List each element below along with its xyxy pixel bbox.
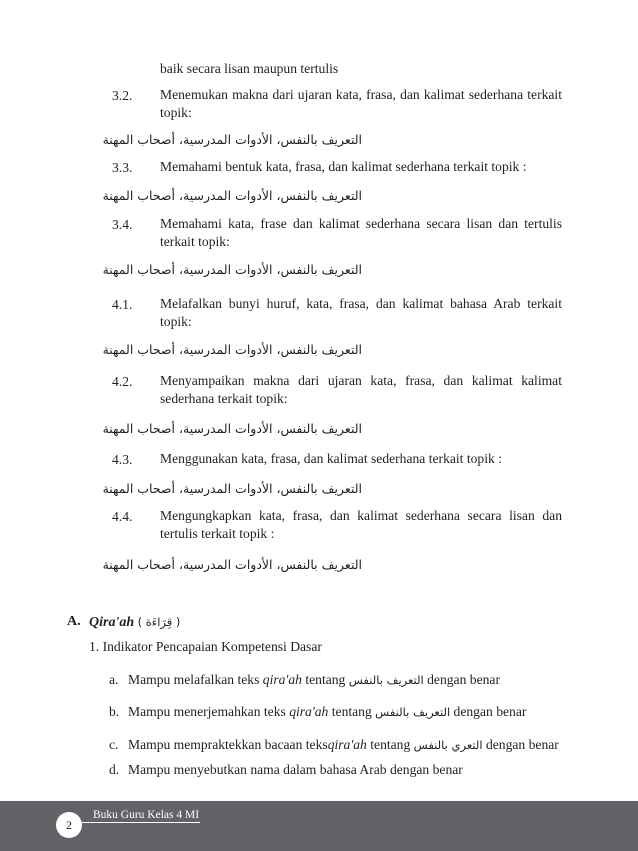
footer-title: Buku Guru Kelas 4 MI [93,809,200,821]
item-number: 4.3. [112,452,133,467]
item-number: 3.4. [112,217,133,232]
indicator-item: Mampu mempraktekkan bacaan teksqira'ah tentang التعري بالنفس dengan benar [128,737,559,752]
list-item-letter: c. [109,737,119,752]
item-text: Menggunakan kata, frasa, dan kalimat sederhana terkait topik : [160,451,502,466]
arabic-topic: التعريف بالنفس، الأدوات المدرسية، أصحاب المهنة [102,262,362,277]
item-number: 4.1. [112,297,133,312]
arabic-topic: التعريف بالنفس، الأدوات المدرسية، أصحاب المهنة [102,132,362,147]
arabic-topic: التعريف بالنفس، الأدوات المدرسية، أصحاب المهنة [102,481,362,496]
section-title: Qira'ah [89,615,135,630]
list-item-letter: b. [109,704,120,719]
footer-divider [82,822,200,823]
item-number: 4.2. [112,374,133,389]
indicator-item: Mampu melafalkan teks qira'ah tentang التعريف بالنفس dengan benar [128,672,500,687]
section-heading [89,614,180,631]
intro-line: baik secara lisan maupun tertulis [160,61,339,76]
item-text: Mengungkapkan kata, frasa, dan kalimat sederhana secara lisan dan tertulis terkait topik : [160,508,562,541]
arabic-topic: التعريف بالنفس، الأدوات المدرسية، أصحاب المهنة [102,421,362,436]
subheading: 1. Indikator Pencapaian Kompetensi Dasar [89,639,322,654]
section-title-arabic: ( قِرَاءَة ) [137,615,181,629]
item-text: Memahami kata, frase dan kalimat sederhana secara lisan dan tertulis terkait topik: [160,216,562,249]
page-number: 2 [56,812,82,838]
item-text: Melafalkan bunyi huruf, kata, frasa, dan kalimat bahasa Arab terkait topik: [160,296,562,329]
item-text: Menyampaikan makna dari ujaran kata, frasa, dan kalimat kalimat sederhana terkait topik: [160,373,562,406]
item-text: Menemukan makna dari ujaran kata, frasa, dan kalimat sederhana terkait topik: [160,87,562,120]
arabic-topic: التعريف بالنفس، الأدوات المدرسية، أصحاب المهنة [102,557,362,572]
list-item-letter: a. [109,672,119,687]
item-number: 3.3. [112,160,133,175]
section-letter: A. [67,614,81,629]
arabic-topic: التعريف بالنفس، الأدوات المدرسية، أصحاب المهنة [102,188,362,203]
indicator-item: Mampu menyebutkan nama dalam bahasa Arab dengan benar [128,762,463,777]
item-number: 3.2. [112,88,133,103]
item-text: Memahami bentuk kata, frasa, dan kalimat sederhana terkait topik : [160,159,527,174]
list-item-letter: d. [109,762,120,777]
indicator-item: Mampu menerjemahkan teks qira'ah tentang التعريف بالنفس dengan benar [128,704,527,719]
item-number: 4.4. [112,509,133,524]
arabic-topic: التعريف بالنفس، الأدوات المدرسية، أصحاب المهنة [102,342,362,357]
